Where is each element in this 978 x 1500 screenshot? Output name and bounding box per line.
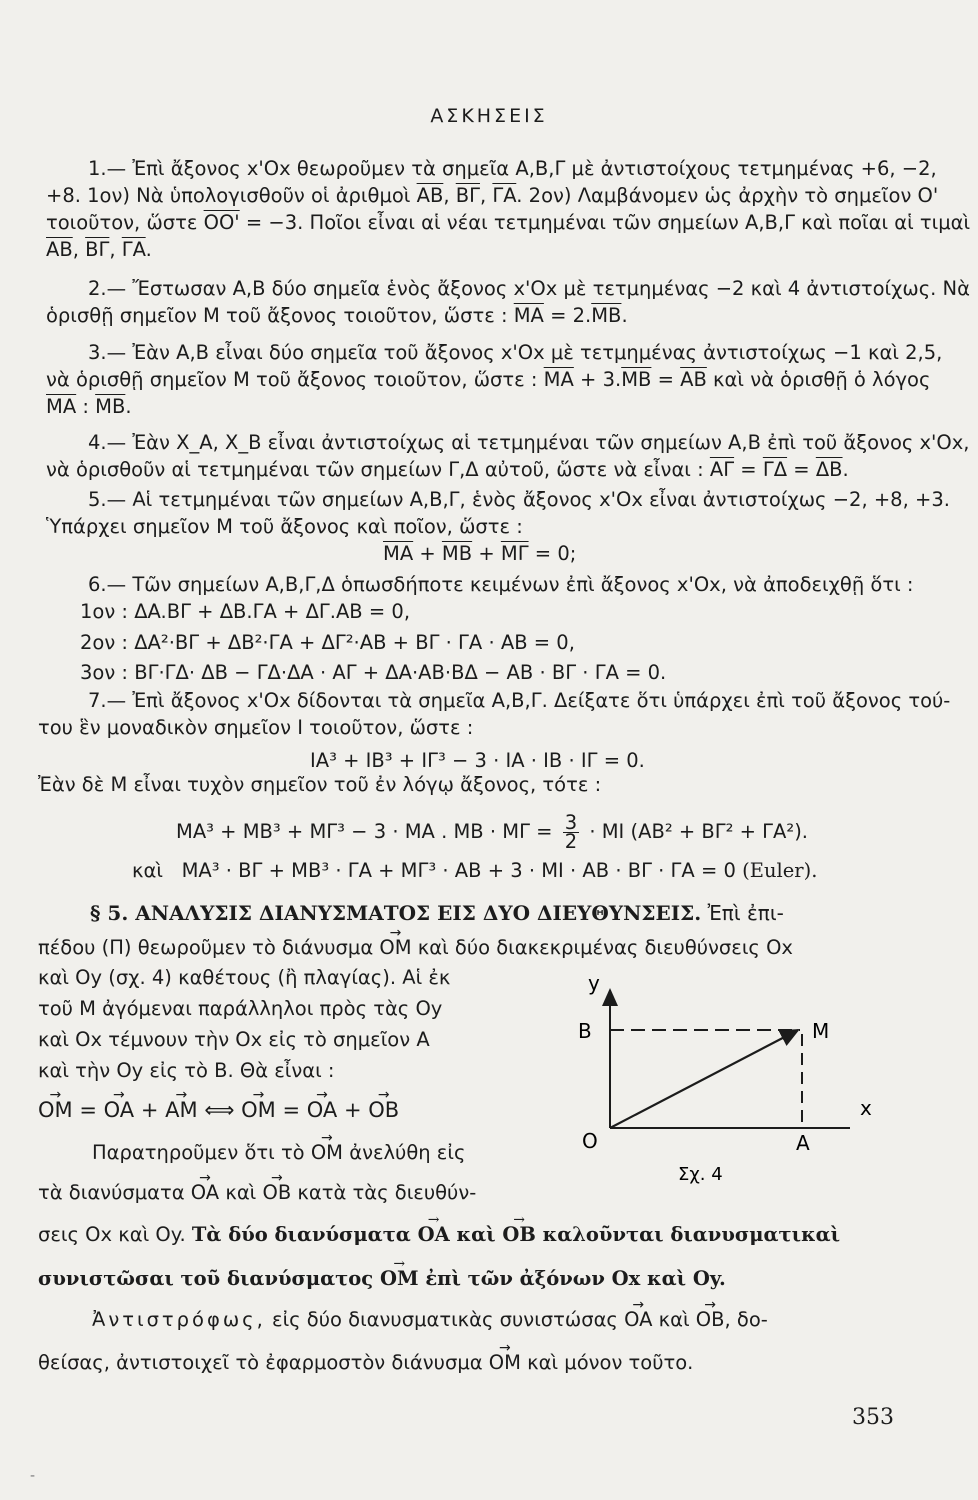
exercise-6-line-1: 6.— Τῶν σημείων A,B,Γ,Δ ὁπωσδήποτε κειμένων ἐπὶ ἄξονος x'Ox, νὰ ἀποδειχθῇ ὅτι :	[88, 573, 914, 596]
exercises-heading: ΑΣΚΗΣΕΙΣ	[430, 105, 548, 127]
label-a: A	[796, 1131, 810, 1155]
fraction: $\frac{3}{2}$	[564, 811, 578, 853]
exercise-1-line-1: 1.— Ἐπὶ ἄξονος x'Ox θεωροῦμεν τὰ σημεῖα A,B,Γ μὲ ἀντιστοίχους τετμημένας +6, −2,	[88, 157, 937, 180]
exercise-4-line-2: νὰ ὁρισθοῦν αἱ τετμημέναι τῶν σημείων Γ,Δ αὐτοῦ, ὥστε νὰ εἶναι : $\overline{A\Gamma} = \overline{\Gamma\Delta} = \overline{\Delta B}$.	[46, 458, 849, 481]
exercise-6-part-2: 2ον : ΔA²·BΓ + ΔB²·ΓA + ΔΓ²·AB + BΓ · ΓA · AB = 0,	[80, 631, 575, 654]
section-5-line-11: συνιστῶσαι τοῦ διανύσματος → OM ἐπὶ τῶν ἀξόνων Ox καὶ Oy.	[38, 1266, 726, 1292]
exercise-3-line-2: νὰ ὁρισθῇ σημεῖον M τοῦ ἄξονος τοιοῦτον, ὥστε : $\overline{MA} + 3.\overline{MB} = \overline{AB}$ καὶ νὰ ὁρισθῇ ὁ λόγος	[46, 368, 931, 391]
exercise-7-equation-2: MA³ + MB³ + MΓ³ − 3 · MA . MB · MΓ = $\frac{3}{2}$ · MI (AB² + BΓ² + ΓA²).	[176, 811, 808, 853]
exercise-7-equation-1: IA³ + IB³ + IΓ³ − 3 · IA · IB · IΓ = 0.	[310, 749, 645, 772]
exercise-3-line-3: $\overline{MA}$ : $\overline{MB}$.	[46, 395, 132, 418]
label-y: y	[588, 971, 600, 995]
exercise-1-line-2: +8. 1ον) Νὰ ὑπολογισθοῦν οἱ ἀριθμοὶ $\overline{AB}$, $\overline{B\Gamma}$, $\overline{\Gamma A}$. 2ον) Λαμβάνομεν ὡς ἀρχὴν τὸ σημεῖον O'	[46, 184, 939, 207]
section-5-line-13: θείσας, ἀντιστοιχεῖ τὸ ἐφαρμοστὸν διάνυσμα → OM καὶ μόνον τοῦτο.	[38, 1350, 693, 1376]
figure-4-diagram	[560, 970, 880, 1200]
label-m: M	[812, 1019, 830, 1043]
label-o: O	[582, 1129, 598, 1153]
section-5-line-9: τὰ διανύσματα → OA καὶ → OB κατὰ τὰς διευθύν-	[38, 1180, 476, 1206]
exercise-1-line-4: $\overline{AB}$, $\overline{B\Gamma}$, $\overline{\Gamma A}$.	[46, 238, 152, 261]
page-number: 353	[852, 1405, 894, 1430]
exercise-1-line-3: τοιοῦτον, ὥστε OO' = −3. Ποῖοι εἶναι αἱ νέαι τετμημέναι τῶν σημείων A,B,Γ καὶ ποῖαι αἱ τιμαὶ	[46, 211, 971, 234]
exercise-6-part-1: 1ον : ΔA.BΓ + ΔB.ΓA + ΔΓ.AB = 0,	[80, 600, 411, 623]
exercise-3-line-1: 3.— Ἐὰν A,B εἶναι δύο σημεῖα τοῦ ἄξονος x'Ox μὲ τετμημένας ἀντιστοίχως −1 καὶ 2,5,	[88, 341, 943, 364]
exercise-6-part-3: 3ον : BΓ·ΓΔ· ΔB − ΓΔ·ΔA · AΓ + ΔA·AB·BΔ − AB · BΓ · ΓA = 0.	[80, 661, 667, 684]
section-5-title-line: § 5. ΑΝΑΛΥΣΙΣ ΔΙΑΝΥΣΜΑΤΟΣ ΕΙΣ ΔΥΟ ΔΙΕΥΘΥΝΣΕΙΣ. Ἐπὶ ἐπι-	[90, 901, 784, 925]
section-5-line-2: πέδου (Π) θεωροῦμεν τὸ διάνυσμα → OM καὶ δύο διακεκριμένας διευθύνσεις Ox	[38, 935, 793, 961]
section-5-line-5: καὶ Ox τέμνουν τὴν Ox εἰς τὸ σημεῖον A	[38, 1028, 430, 1051]
section-5-line-3: καὶ Oy (σχ. 4) καθέτους (ἢ πλαγίας). Αἱ ἐκ	[38, 966, 451, 989]
exercise-4-line-1: 4.— Ἐὰν X_A, X_B εἶναι ἀντιστοίχως αἱ τετμημέναι τῶν σημείων A,B ἐπὶ τοῦ ἄξονος x'Ox,	[88, 431, 970, 454]
section-5-line-8: Παρατηροῦμεν ὅτι τὸ → OM ἀνελύθη εἰς	[92, 1140, 465, 1166]
exercise-7-line-1: 7.— Ἐπὶ ἄξονος x'Ox δίδονται τὰ σημεῖα A,B,Γ. Δείξατε ὅτι ὑπάρχει ἐπὶ τοῦ ἄξονος τού-	[88, 689, 951, 712]
exercise-7-line-2: του ἓν μοναδικὸν σημεῖον I τοιοῦτον, ὥστε :	[38, 716, 474, 739]
vector-om	[610, 1030, 798, 1128]
section-5-line-4: τοῦ M ἀγόμεναι παράλληλοι πρὸς τὰς Oy	[38, 997, 443, 1020]
exercise-5-equation: $\overline{MA} + \overline{MB} + \overline{M\Gamma} = 0$;	[383, 542, 577, 565]
section-5-line-10: σεις Ox καὶ Oy. Τὰ δύο διανύσματα → OA καὶ → OB καλοῦνται διανυσματικαὶ	[38, 1222, 840, 1248]
figure-caption: Σχ. 4	[678, 1164, 723, 1185]
section-5-line-12: Ἀντιστρόφως, εἰς δύο διανυσματικὰς συνιστώσας → OA καὶ → OB, δο-	[92, 1307, 768, 1333]
section-5-vector-equation: → OM = → OA + → AM ⟺ → OM = → OA + → OB	[38, 1097, 399, 1123]
exercise-2-line-1: 2.— Ἔστωσαν A,B δύο σημεῖα ἑνὸς ἄξονος x'Ox μὲ τετμημένας −2 καὶ 4 ἀντιστοίχως. Νὰ	[88, 277, 971, 300]
exercise-2-line-2: ὁρισθῇ σημεῖον M τοῦ ἄξονος τοιοῦτον, ὥστε : $\overline{MA} = 2.\overline{MB}$.	[46, 304, 628, 327]
exercise-7-line-4: Ἐὰν δὲ M εἶναι τυχὸν σημεῖον τοῦ ἐν λόγῳ ἄξονος, τότε :	[38, 773, 602, 796]
exercise-5-line-2: Ὑπάρχει σημεῖον M τοῦ ἄξονος καὶ ποῖον, ὥστε :	[46, 515, 523, 538]
corner-mark: -	[30, 1468, 36, 1484]
section-5-line-6: καὶ τὴν Oy εἰς τὸ B. Θὰ εἶναι :	[38, 1059, 335, 1082]
exercise-7-equation-3: καὶ MA³ · BΓ + MB³ · ΓA + MΓ³ · AB + 3 · MI · AB · BΓ · ΓA = 0 (Euler).	[132, 859, 818, 882]
section-5-title: § 5. ΑΝΑΛΥΣΙΣ ΔΙΑΝΥΣΜΑΤΟΣ ΕΙΣ ΔΥΟ ΔΙΕΥΘΥΝΣΕΙΣ.	[90, 901, 702, 925]
exercise-5-line-1: 5.— Αἱ τετμημέναι τῶν σημείων A,B,Γ, ἑνὸς ἄξονος x'Ox εἶναι ἀντιστοίχως −2, +8, +3.	[88, 488, 950, 511]
label-x: x	[860, 1096, 872, 1120]
label-b: B	[578, 1019, 592, 1043]
